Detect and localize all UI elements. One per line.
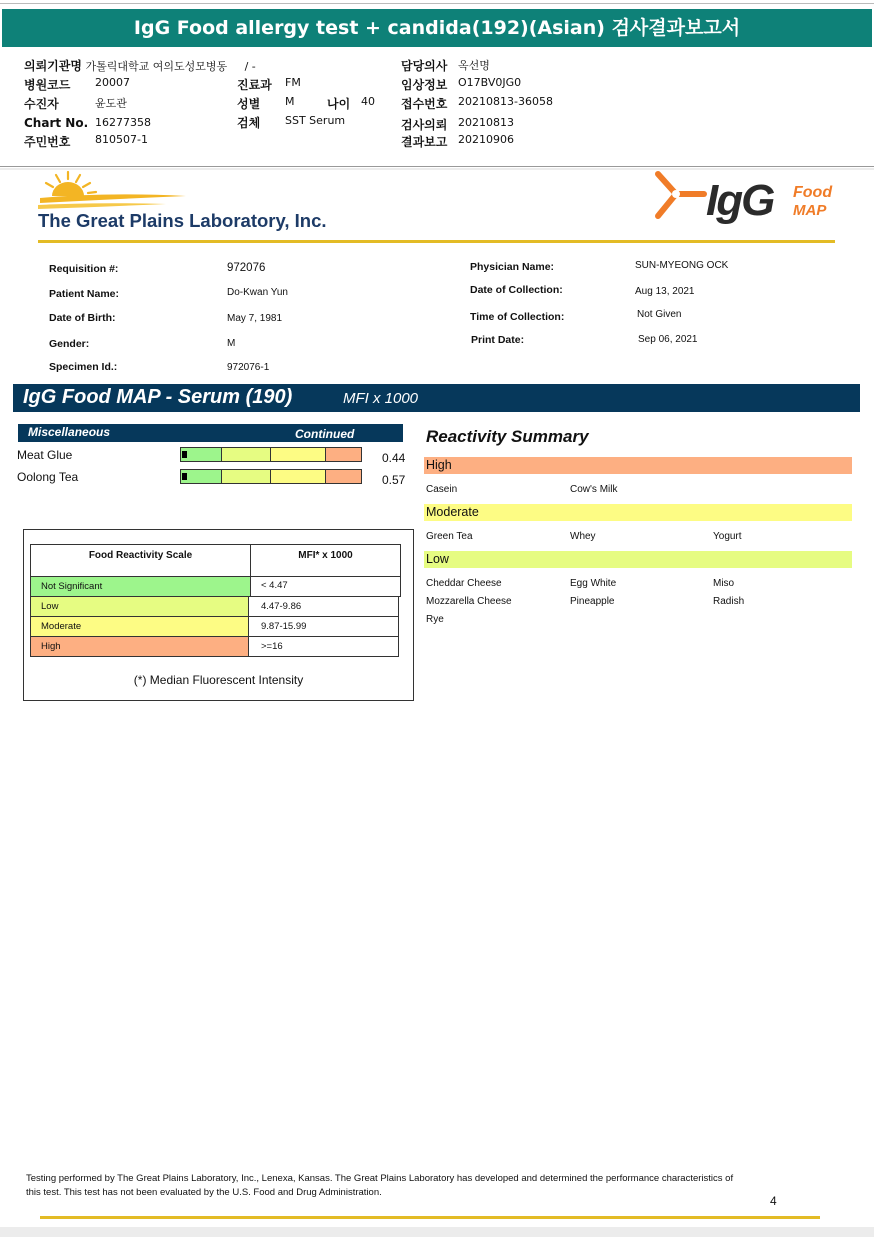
- summary-title: Reactivity Summary: [426, 427, 589, 446]
- summary-food-item: Casein: [426, 484, 458, 495]
- food-value: 0.57: [382, 473, 406, 487]
- summary-food-item: Green Tea: [426, 531, 473, 542]
- label-print-date: Print Date:: [471, 334, 525, 346]
- value-physician: SUN-MYEONG OCK: [635, 260, 729, 271]
- scale-range: >=16: [248, 636, 399, 657]
- food-bar: [180, 469, 362, 484]
- value-patient-name: Do-Kwan Yun: [227, 287, 288, 298]
- value-collection-date: Aug 13, 2021: [635, 286, 695, 297]
- header-field-chart-no: Chart No. 16277358: [24, 116, 151, 130]
- reactivity-scale: [23, 529, 414, 701]
- top-divider: [0, 3, 874, 4]
- lab-name: The Great Plains Laboratory, Inc.: [38, 210, 327, 231]
- scale-range: 4.47-9.86: [248, 596, 399, 617]
- value-specimen-id: 972076-1: [227, 362, 270, 373]
- scale-level: Moderate: [30, 616, 249, 637]
- summary-food-item: Pineapple: [570, 596, 615, 607]
- summary-food-item: Cow's Milk: [570, 484, 618, 495]
- scale-footnote: (*) Median Fluorescent Intensity: [133, 673, 304, 687]
- summary-food-item: Miso: [713, 578, 735, 589]
- header-field-request-date: 검사의뢰 20210813: [401, 116, 514, 132]
- brand-map: MAP: [793, 202, 827, 219]
- label-collection-date: Date of Collection:: [470, 284, 563, 296]
- food-bar-marker: [182, 473, 187, 480]
- footer-gold-rule: [40, 1216, 820, 1219]
- header-field-report-date: 결과보고 20210906: [401, 133, 514, 149]
- label-collection-time: Time of Collection:: [470, 311, 565, 323]
- label-dob: Date of Birth:: [49, 312, 116, 324]
- label-gender: Gender:: [49, 338, 90, 350]
- category-name: Miscellaneous: [28, 425, 111, 439]
- section-title: IgG Food MAP - Serum (190): [23, 386, 293, 408]
- category-header: [18, 424, 403, 442]
- category-continued: Continued: [295, 427, 355, 441]
- brand-igg: IgG: [706, 176, 774, 225]
- report-title: IgG Food allergy test + candida(192)(Asian) 검사결과보고서: [2, 9, 872, 47]
- value-gender: M: [227, 338, 236, 349]
- summary-band-low: Low: [424, 551, 852, 568]
- report-page: [0, 170, 874, 1227]
- scale-range: < 4.47: [250, 576, 401, 597]
- header-field-age: 나이 40: [327, 95, 375, 111]
- summary-food-item: Cheddar Cheese: [426, 578, 502, 589]
- antibody-icon: [650, 170, 710, 225]
- food-bar-marker: [182, 451, 187, 458]
- scale-level: High: [30, 636, 249, 657]
- page-number: 4: [770, 1194, 777, 1208]
- value-dob: May 7, 1981: [227, 313, 283, 324]
- scale-header-level: Food Reactivity Scale: [30, 544, 251, 577]
- header-field-id-number: 주민번호 810507-1: [24, 133, 148, 149]
- scale-level: Not Significant: [30, 576, 251, 597]
- food-name: Oolong Tea: [17, 470, 79, 484]
- summary-band-high: High: [424, 457, 852, 474]
- value-requisition: 972076: [227, 262, 266, 274]
- food-name: Meat Glue: [17, 448, 73, 462]
- summary-food-item: Radish: [713, 596, 745, 607]
- sun-logo-icon: [36, 170, 196, 214]
- label-requisition: Requisition #:: [49, 263, 119, 275]
- summary-food-item: Egg White: [570, 578, 617, 589]
- report-header: [0, 0, 874, 168]
- header-divider: [0, 166, 874, 167]
- header-field-patient: 수진자 윤도관: [24, 97, 127, 111]
- value-print-date: Sep 06, 2021: [638, 334, 698, 345]
- label-patient-name: Patient Name:: [49, 288, 120, 300]
- summary-food-item: Rye: [426, 614, 444, 625]
- value-collection-time: Not Given: [637, 309, 682, 320]
- header-field-receipt-no: 접수번호 20210813-36058: [401, 95, 553, 111]
- header-field-department: 진료과 FM: [237, 76, 301, 92]
- disclaimer-text: Testing performed by The Great Plains Laboratory, Inc., Lenexa, Kansas. The Great Plains Laboratory has developed and determined the performance characteristics of this test. This test has not been evaluated by the U.S. Food and Drug Administration.: [26, 1173, 734, 1198]
- label-specimen-id: Specimen Id.:: [49, 361, 118, 373]
- header-field-specimen: 검체 SST Serum: [237, 114, 346, 130]
- scale-level: Low: [30, 596, 249, 617]
- section-header: [13, 384, 860, 412]
- header-field-institution: 의뢰기관명 가톨릭대학교 여의도성모병동 / -: [24, 59, 256, 73]
- header-gold-rule: [38, 240, 835, 243]
- summary-food-item: Yogurt: [713, 531, 742, 542]
- brand-food: Food: [793, 184, 833, 201]
- header-field-clinical-info: 임상정보 O17BV0JG0: [401, 76, 522, 92]
- food-bar: [180, 447, 362, 462]
- summary-food-item: Whey: [570, 531, 596, 542]
- scale-range: 9.87-15.99: [248, 616, 399, 637]
- scale-header-mfi: MFI* x 1000: [250, 544, 401, 577]
- food-value: 0.44: [382, 451, 406, 465]
- header-field-hospital-code: 병원코드 20007: [24, 76, 130, 92]
- summary-food-item: Mozzarella Cheese: [426, 596, 512, 607]
- section-unit: MFI x 1000: [343, 390, 419, 407]
- label-physician: Physician Name:: [470, 261, 555, 273]
- summary-band-moderate: Moderate: [424, 504, 852, 521]
- header-field-doctor: 담당의사 옥선명: [401, 59, 490, 73]
- header-field-sex: 성별 M: [237, 95, 295, 111]
